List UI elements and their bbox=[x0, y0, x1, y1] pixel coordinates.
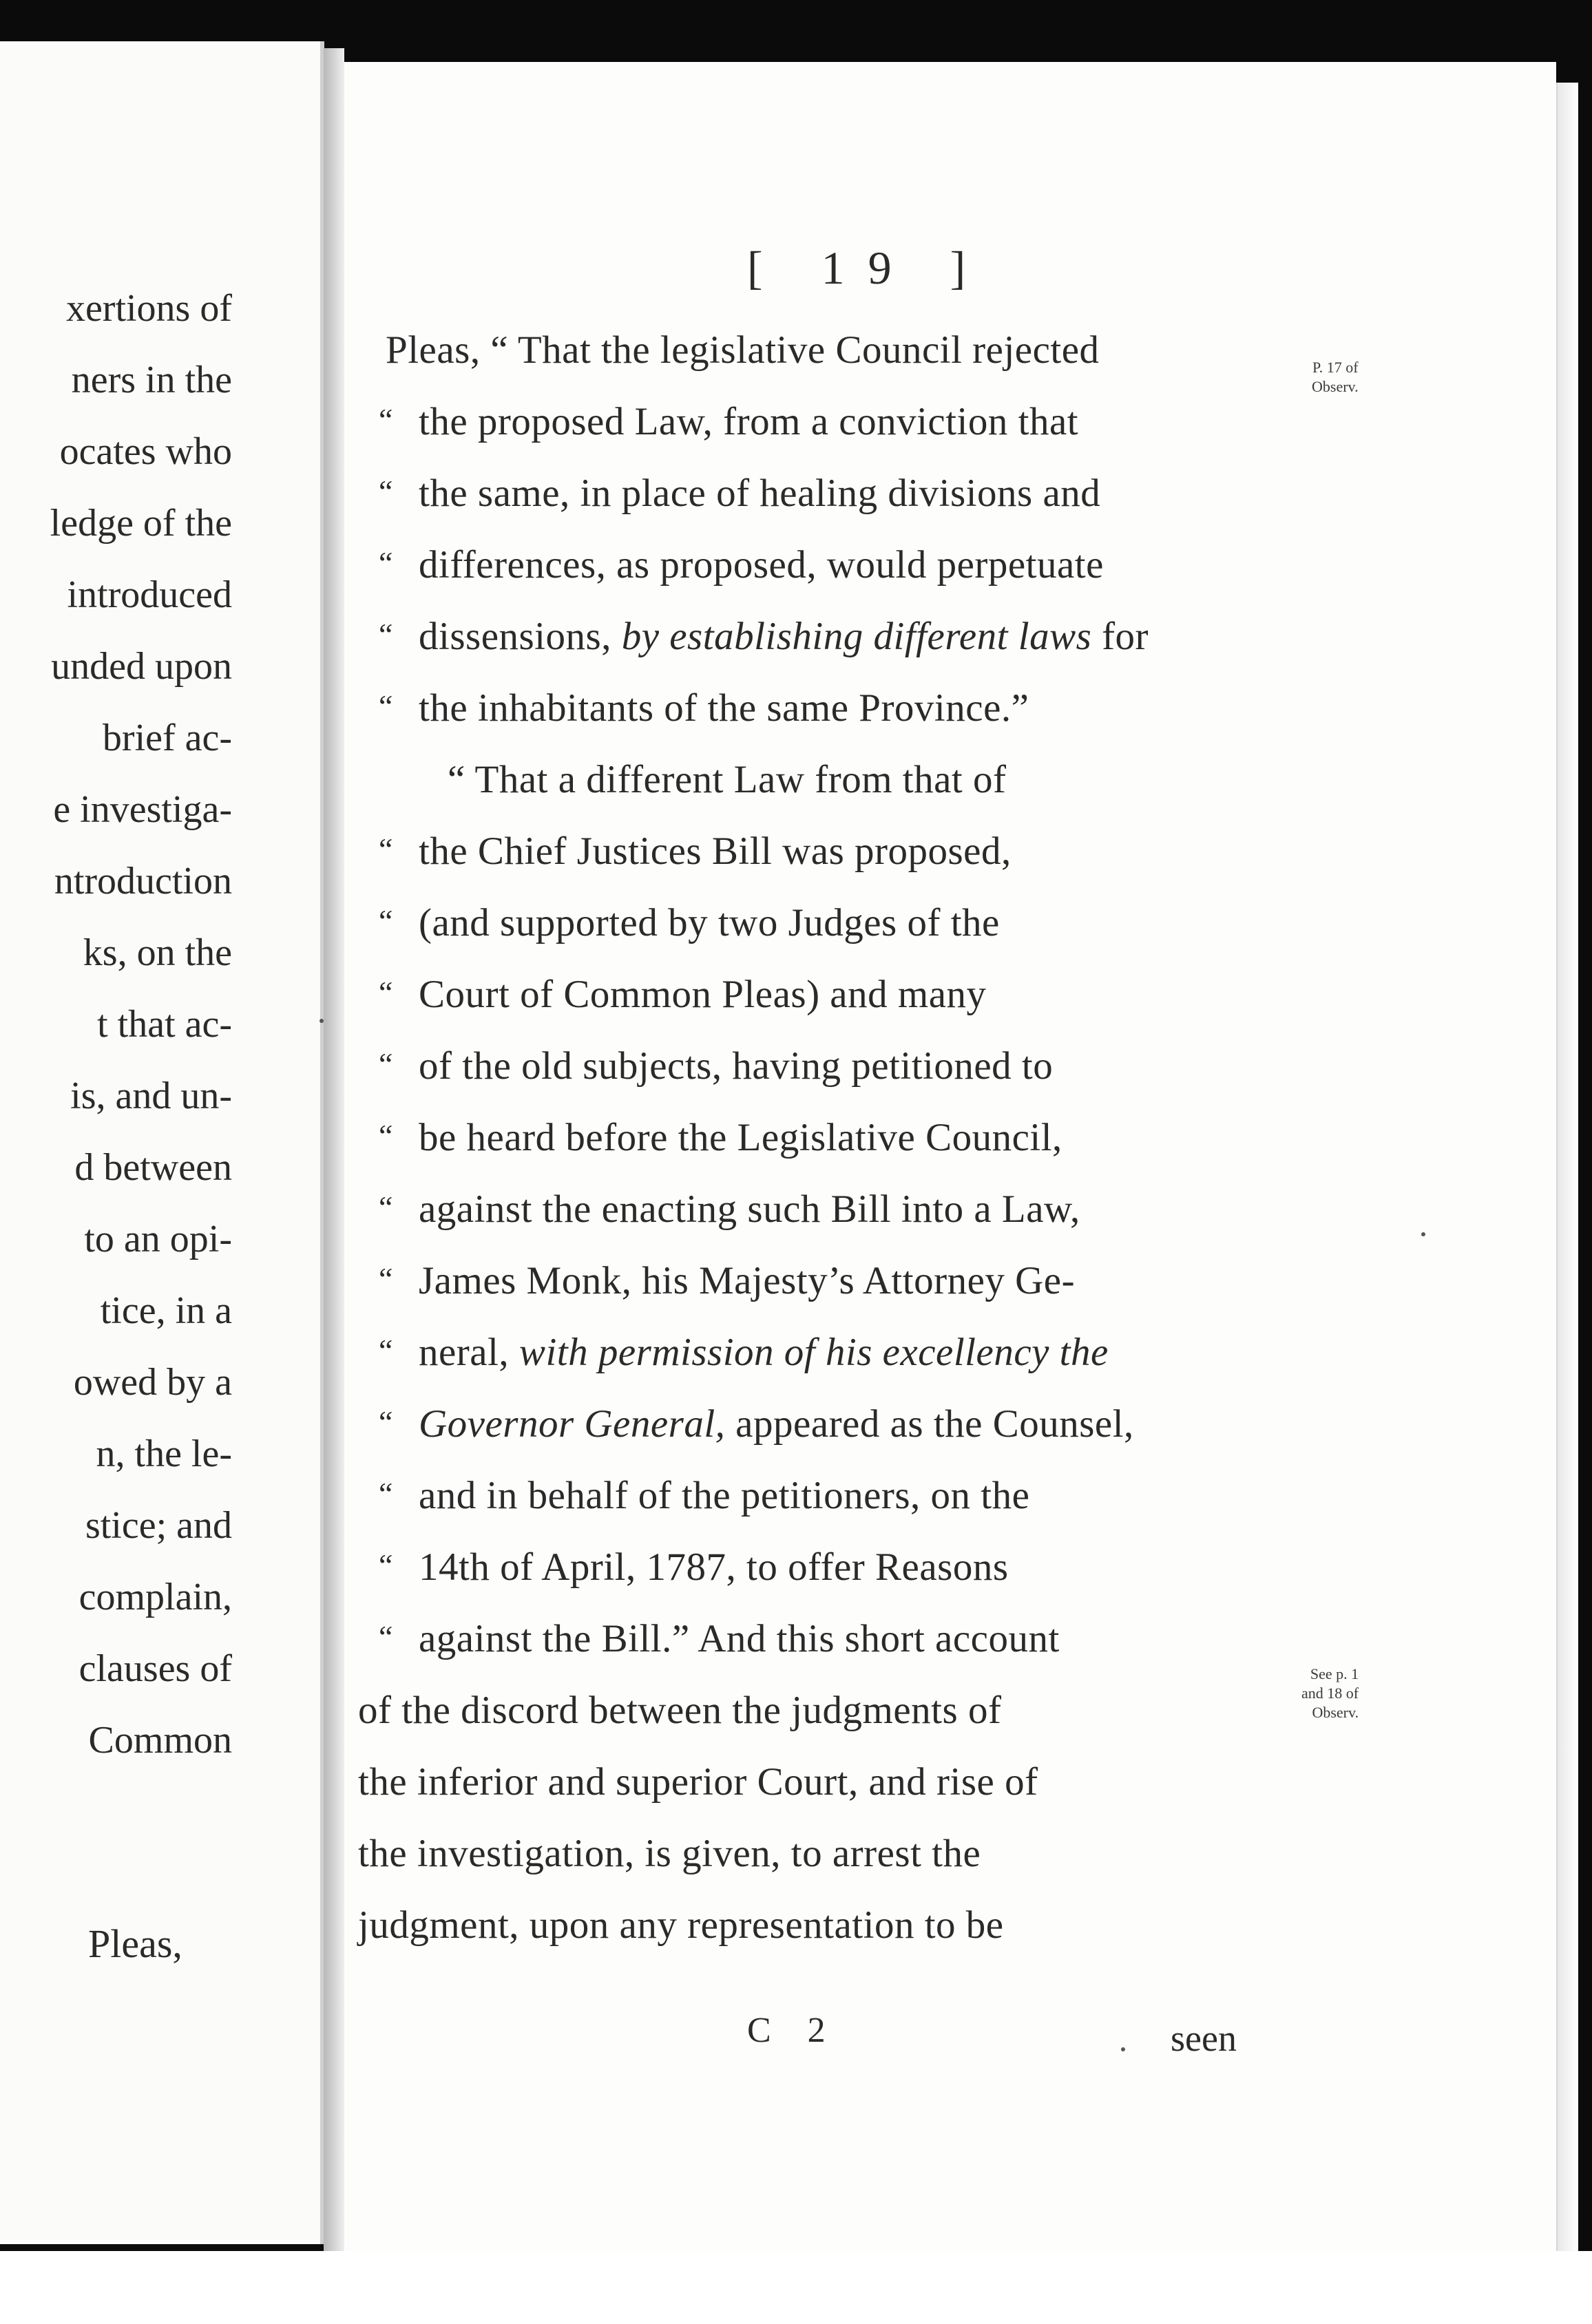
italic-text: by establishing different laws bbox=[621, 615, 1092, 658]
left-page-line: introduced bbox=[67, 573, 232, 616]
text-run: of the old subjects, having petitioned to bbox=[419, 1044, 1054, 1088]
margin-note-2: See p. 1 and 18 of Observ. bbox=[1301, 1665, 1359, 1721]
quote-mark: “ bbox=[379, 545, 393, 580]
dust-speck bbox=[320, 1019, 324, 1023]
body-line bbox=[379, 1476, 1029, 1515]
page-edge bbox=[1556, 83, 1578, 2251]
quote-mark: “ bbox=[379, 1333, 393, 1368]
quote-mark: “ bbox=[379, 832, 393, 867]
text-run: for bbox=[1091, 615, 1149, 658]
quote-mark: “ bbox=[379, 1190, 393, 1225]
text-run: judgment, upon any representation to be bbox=[358, 1903, 1004, 1947]
text-run: Pleas, “ That the legislative Council rejected bbox=[386, 328, 1100, 372]
text-run: the same, in place of healing divisions and bbox=[419, 472, 1101, 515]
body-line bbox=[379, 832, 1012, 871]
text-run: dissensions, bbox=[419, 615, 622, 658]
body-line bbox=[358, 1905, 1004, 1945]
body-line bbox=[358, 1834, 981, 1873]
body-line bbox=[379, 617, 1149, 656]
text-run: Court of Common Pleas) and many bbox=[419, 973, 987, 1016]
left-page-catchword: Pleas, bbox=[88, 1921, 182, 1966]
quote-mark: “ bbox=[379, 1619, 393, 1654]
body-line bbox=[379, 1118, 1062, 1157]
dust-speck bbox=[1121, 2047, 1125, 2051]
quote-mark: “ bbox=[379, 1404, 393, 1439]
body-line bbox=[379, 903, 1000, 942]
body-line bbox=[379, 688, 1029, 728]
body-line bbox=[379, 1404, 1134, 1444]
body-line bbox=[379, 1333, 1109, 1372]
italic-text: with permission of his excellency the bbox=[519, 1331, 1109, 1374]
left-page-line: Common bbox=[88, 1719, 232, 1762]
text-run: James Monk, his Majesty’s Attorney Ge- bbox=[419, 1259, 1076, 1302]
italic-text: Governor General, bbox=[419, 1402, 726, 1446]
body-line bbox=[379, 1046, 1053, 1086]
left-page-line: ks, on the bbox=[83, 931, 232, 974]
body-line bbox=[379, 975, 987, 1014]
left-page-line: ntroduction bbox=[54, 860, 232, 902]
left-page-line: ners in the bbox=[71, 359, 232, 401]
quote-mark: “ bbox=[379, 402, 393, 437]
body-line bbox=[448, 760, 1007, 799]
text-run: against the Bill.” And this short account bbox=[419, 1617, 1060, 1660]
scan-margin bbox=[0, 2251, 1592, 2324]
left-page-line: complain, bbox=[78, 1576, 232, 1618]
quote-mark: “ bbox=[379, 1547, 393, 1583]
left-page-line: unded upon bbox=[51, 645, 232, 688]
left-page-line: tice, in a bbox=[100, 1289, 232, 1332]
quote-mark: “ bbox=[379, 688, 393, 723]
left-page-line: t that ac- bbox=[97, 1003, 232, 1046]
quote-mark: “ bbox=[379, 1046, 393, 1081]
body-line bbox=[386, 330, 1100, 370]
text-run: the investigation, is given, to arrest the bbox=[358, 1832, 981, 1875]
body-line bbox=[379, 543, 1104, 587]
text-run: of the discord between the judgments of bbox=[358, 1689, 1002, 1732]
left-page-line: xertions of bbox=[65, 287, 232, 330]
quote-mark: “ bbox=[379, 617, 393, 652]
text-run: the inhabitants of the same Province.” bbox=[419, 686, 1029, 730]
body-line bbox=[379, 474, 1100, 513]
left-page-line: clauses of bbox=[78, 1647, 232, 1690]
quote-mark: “ bbox=[379, 1118, 393, 1153]
body-line bbox=[379, 402, 1078, 441]
left-page-line: ledge of the bbox=[50, 502, 232, 545]
text-run: the Chief Justices Bill was proposed, bbox=[419, 830, 1012, 873]
left-page-line: n, the le- bbox=[96, 1433, 232, 1475]
quote-mark: “ bbox=[379, 474, 393, 509]
page-number-header: [ 19 ] bbox=[747, 242, 989, 294]
left-page-line: stice; and bbox=[85, 1504, 232, 1547]
text-run: be heard before the Legislative Council, bbox=[419, 1116, 1062, 1159]
text-run: against the enacting such Bill into a Law, bbox=[419, 1187, 1080, 1231]
left-page-line: d between bbox=[74, 1146, 232, 1189]
right-page-catchword: seen bbox=[1171, 2018, 1237, 2059]
quote-mark: “ bbox=[379, 903, 393, 938]
book-gutter bbox=[324, 48, 344, 2251]
text-run: 14th of April, 1787, to offer Reasons bbox=[419, 1545, 1009, 1589]
dust-speck bbox=[1421, 1232, 1425, 1236]
left-page-line: brief ac- bbox=[102, 717, 232, 759]
quote-mark: “ bbox=[379, 1476, 393, 1511]
body-line bbox=[358, 1762, 1038, 1802]
signature-mark: C 2 bbox=[747, 2011, 839, 2050]
quote-mark: “ bbox=[379, 1261, 393, 1296]
body-line bbox=[379, 1261, 1075, 1300]
left-page-line: e investiga- bbox=[53, 788, 232, 831]
text-run: neral, bbox=[419, 1331, 519, 1374]
body-line bbox=[379, 1187, 1080, 1231]
text-run: the proposed Law, from a conviction that bbox=[419, 400, 1079, 443]
text-run: “ That a different Law from that of bbox=[448, 758, 1007, 801]
text-run: differences, as proposed, would perpetuate bbox=[419, 543, 1104, 587]
left-page-line: ocates who bbox=[59, 430, 232, 473]
body-line bbox=[379, 1547, 1009, 1587]
text-run: (and supported by two Judges of the bbox=[419, 901, 1000, 944]
left-page bbox=[0, 41, 324, 2244]
text-run: appeared as the Counsel, bbox=[725, 1402, 1134, 1446]
left-page-line: is, and un- bbox=[70, 1075, 232, 1117]
body-line bbox=[358, 1691, 1001, 1730]
text-run: and in behalf of the petitioners, on the bbox=[419, 1474, 1030, 1517]
body-line bbox=[379, 1619, 1060, 1658]
left-page-line: owed by a bbox=[73, 1361, 232, 1404]
quote-mark: “ bbox=[379, 975, 393, 1010]
margin-note-1: P. 17 of Observ. bbox=[1312, 359, 1359, 395]
left-page-line: to an opi- bbox=[84, 1218, 232, 1260]
text-run: the inferior and superior Court, and rise of bbox=[358, 1760, 1038, 1804]
